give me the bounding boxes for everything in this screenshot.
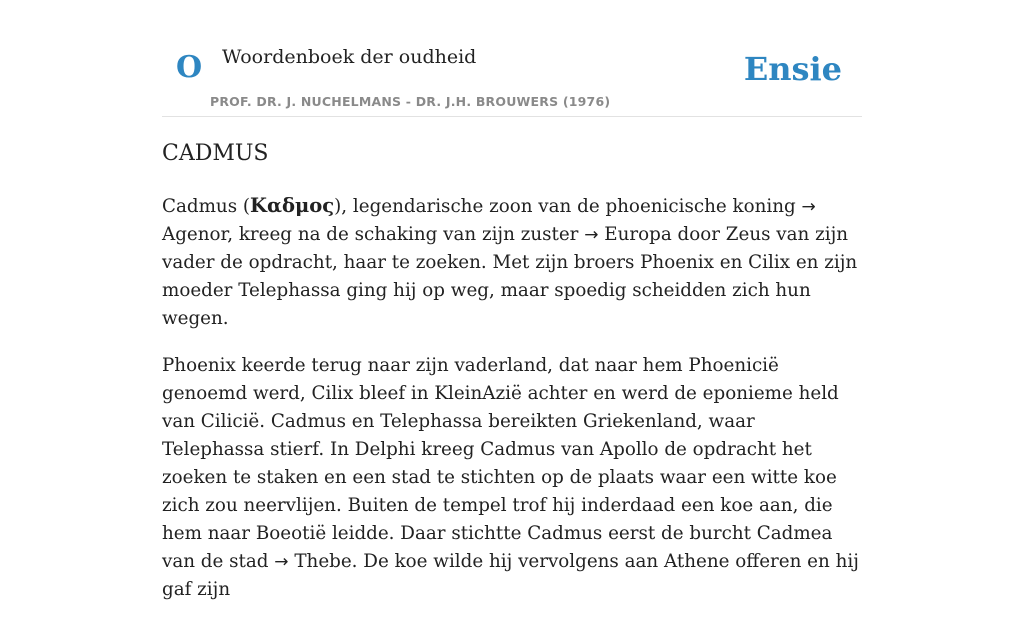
paragraph-text: ), legendarische zoon van de phoenicische koning: [334, 196, 802, 217]
paragraph-text: door Zeus van zijn vader de opdracht, haar te zoeken. Met zijn broers Phoenix en Cilix en zijn moeder Telephassa ging hij op weg, maar spoedig scheidden zich hun wegen.: [162, 224, 858, 329]
arrow-right-icon: →: [801, 197, 816, 217]
paragraph-text: , kreeg na de schaking van zijn zuster: [227, 224, 585, 245]
xref-link-europa[interactable]: [584, 224, 672, 245]
paragraph-text: Phoenix keerde terug naar zijn vaderland, dat naar hem Phoenicië genoemd werd, Cilix bleef in KleinAzië achter en werd de eponieme held van Cilicië. Cadmus en Telephassa bereikten Griekenland, waar Telephassa stierf. In Delphi kreeg Cadmus van Apollo de opdracht het zoeken te staken en een stad te stichten op de plaats waar een witte koe zich zou neervlijen. Buiten de tempel trof hij inderdaad een koe aan, die hem naar Boeotië leidde. Daar stichtte Cadmus eerst de burcht Cadmea van de stad: [162, 355, 839, 572]
book-authors: PROF. DR. J. NUCHELMANS - DR. J.H. BROUWERS (1976): [210, 94, 611, 109]
index-letter-link[interactable]: O: [176, 50, 203, 85]
article-paragraph: [162, 192, 862, 333]
paragraph-text: . De koe wilde hij vervolgens aan Athene offeren en hij gaf zijn: [162, 551, 859, 600]
entry-title: CADMUS: [162, 141, 269, 166]
xref-label: Europa: [604, 224, 672, 245]
greek-name: Καδμος: [250, 194, 335, 217]
arrow-right-icon: →: [274, 552, 289, 572]
article-page: [162, 0, 862, 600]
article-paragraph: [162, 352, 862, 604]
xref-label: Agenor: [162, 224, 228, 245]
arrow-right-icon: →: [584, 225, 599, 245]
xref-label: Thebe: [294, 551, 352, 572]
article-body: [162, 192, 862, 623]
paragraph-text: Cadmus (: [162, 196, 251, 217]
ensie-logo-link[interactable]: Ensie: [743, 50, 842, 88]
page-header: [162, 0, 862, 117]
xref-link-thebe[interactable]: [274, 551, 351, 572]
book-title-link[interactable]: Woordenboek der oudheid: [222, 46, 477, 68]
